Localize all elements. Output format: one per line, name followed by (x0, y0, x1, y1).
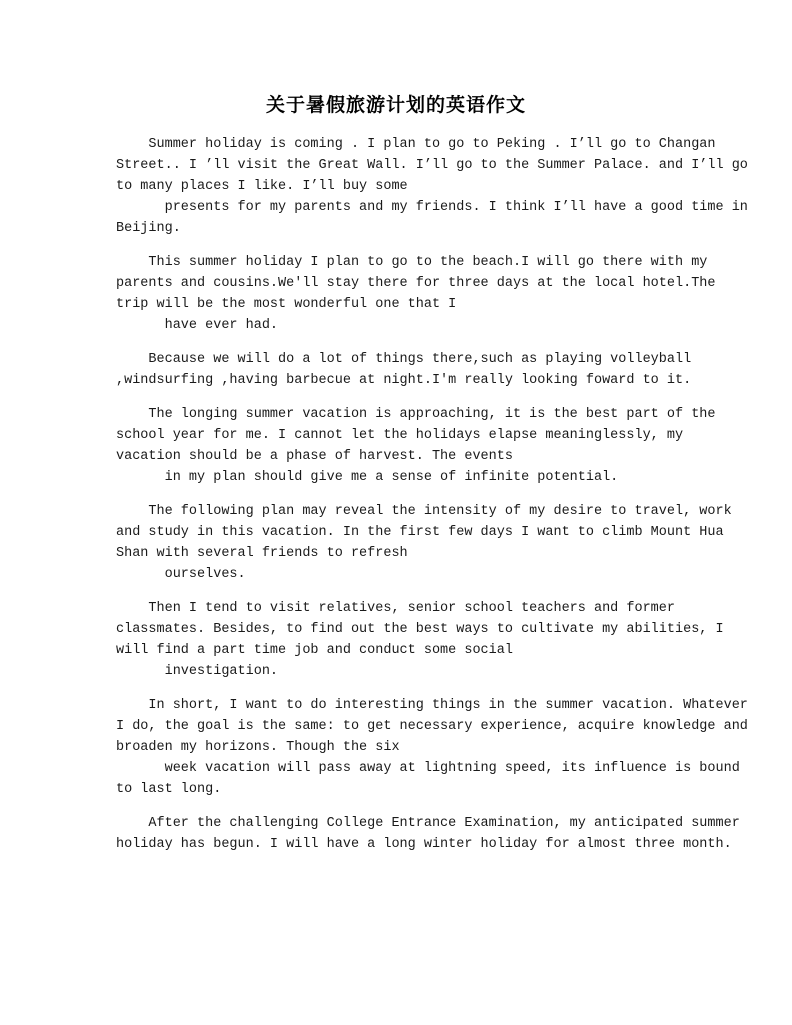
text-line: The longing summer vacation is approaching, it is the best part of the (116, 407, 716, 422)
paragraph (116, 598, 724, 682)
text-line: I do, the goal is the same: to get necessary experience, acquire knowledge and (116, 719, 748, 734)
text-line: Summer holiday is coming . I plan to go to Peking . I’ll go to Changan (116, 137, 716, 152)
paragraph (116, 813, 740, 855)
paragraph (116, 695, 748, 800)
text-line: investigation. (116, 664, 279, 679)
text-line: to many places I like. I’ll buy some (116, 179, 408, 194)
text-line: to last long. (116, 782, 222, 797)
text-line: parents and cousins.We'll stay there for three days at the local hotel.The (116, 276, 716, 291)
text-line: week vacation will pass away at lightning speed, its influence is bound (116, 761, 740, 776)
text-line: school year for me. I cannot let the holidays elapse meaninglessly, my (116, 428, 684, 443)
text-line: have ever had. (116, 318, 279, 333)
text-line: ourselves. (116, 567, 246, 582)
text-line: ,windsurfing ,having barbecue at night.I'm really looking foward to it. (116, 373, 692, 388)
text-line: In short, I want to do interesting things in the summer vacation. Whatever (116, 698, 748, 713)
text-line: vacation should be a phase of harvest. The events (116, 449, 513, 464)
paragraph (116, 501, 732, 585)
paragraph (116, 404, 716, 488)
text-line: presents for my parents and my friends. I think I’ll have a good time in (116, 200, 748, 215)
text-line: Shan with several friends to refresh (116, 546, 408, 561)
text-line: Then I tend to visit relatives, senior school teachers and former (116, 601, 675, 616)
text-line: and study in this vacation. In the first few days I want to climb Mount Hua (116, 525, 724, 540)
text-line: broaden my horizons. Though the six (116, 740, 400, 755)
document-body (116, 134, 748, 868)
text-line: The following plan may reveal the intensity of my desire to travel, work (116, 504, 732, 519)
text-line: holiday has begun. I will have a long winter holiday for almost three month. (116, 837, 732, 852)
text-line: classmates. Besides, to find out the best ways to cultivate my abilities, I (116, 622, 724, 637)
text-line: will find a part time job and conduct some social (116, 643, 513, 658)
text-line: This summer holiday I plan to go to the beach.I will go there with my (116, 255, 708, 270)
text-line: Beijing. (116, 221, 181, 236)
text-line: Street.. I ’ll visit the Great Wall. I’ll go to the Summer Palace. and I’ll go (116, 158, 748, 173)
paragraph (116, 349, 692, 391)
paragraph (116, 252, 716, 336)
text-line: in my plan should give me a sense of infinite potential. (116, 470, 619, 485)
paragraph (116, 134, 748, 239)
text-line: trip will be the most wonderful one that I (116, 297, 457, 312)
text-line: After the challenging College Entrance Examination, my anticipated summer (116, 816, 740, 831)
document-title: 关于暑假旅游计划的英语作文 (265, 94, 526, 116)
text-line: Because we will do a lot of things there,such as playing volleyball (116, 352, 692, 367)
